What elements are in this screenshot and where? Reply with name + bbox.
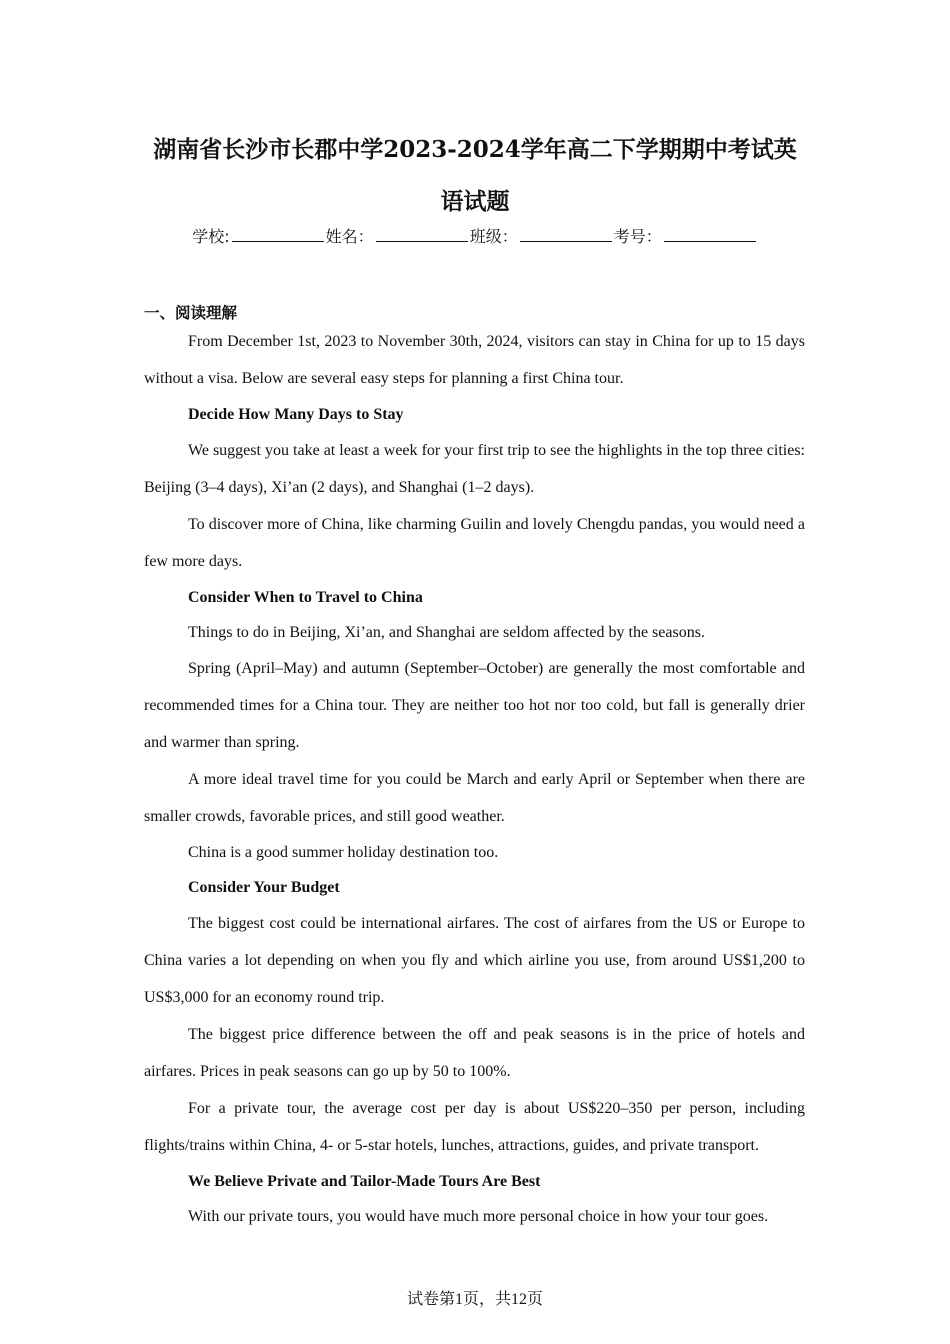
school-label: 学校:: [192, 227, 230, 246]
paragraph: From December 1st, 2023 to November 30th, 2024, visitors can stay in China for up to 15 days without a visa. Below are several easy steps for planning a first China tour.: [144, 333, 805, 387]
subheading: Decide How Many Days to Stay: [188, 406, 404, 423]
paragraph: The biggest price difference between the off and peak seasons is in the price of hotels and airfares. Prices in peak seasons can go up by 50 to 100%.: [144, 1026, 805, 1080]
section-title: 一、阅读理解: [144, 304, 238, 322]
school-blank: [232, 226, 324, 242]
subheading: We Believe Private and Tailor-Made Tours Are Best: [188, 1173, 541, 1190]
name-blank: [376, 226, 468, 242]
class-label: 班级：: [469, 227, 518, 246]
subheading: Consider Your Budget: [188, 879, 340, 896]
paragraph: China is a good summer holiday destination too.: [188, 844, 499, 861]
number-blank: [664, 226, 756, 242]
subheading: Consider When to Travel to China: [188, 589, 423, 606]
paragraph: With our private tours, you would have much more personal choice in how your tour goes.: [188, 1208, 769, 1225]
student-info-line: [0, 226, 950, 248]
paragraph: To discover more of China, like charming Guilin and lovely Chengdu pandas, you would need a few more days.: [144, 516, 805, 570]
class-blank: [520, 226, 612, 242]
paragraph: We suggest you take at least a week for your first trip to see the highlights in the top three cities: Beijing (3–4 days), Xi’an (2 days), and Shanghai (1–2 days).: [144, 442, 805, 496]
exam-title-line2: 语试题: [440, 188, 510, 215]
exam-title-line1: 湖南省长沙市长郡中学2023-2024学年高二下学期期中考试英: [153, 136, 797, 163]
number-label: 考号：: [613, 227, 662, 246]
name-label: 姓名：: [325, 227, 374, 246]
paragraph: The biggest cost could be international airfares. The cost of airfares from the US or Europe to China varies a lot depending on when you fly and which airline you use, from around US$1,200 to US$3,000 for an economy round trip.: [144, 915, 805, 1006]
paragraph: For a private tour, the average cost per day is about US$220–350 per person, including flights/trains within China, 4- or 5-star hotels, lunches, attractions, guides, and private transport.: [144, 1100, 805, 1154]
paragraph: Things to do in Beijing, Xi’an, and Shanghai are seldom affected by the seasons.: [188, 624, 705, 641]
page-footer: 试卷第1页，共12页: [406, 1291, 543, 1308]
reading-passage: [144, 323, 805, 1234]
paragraph: Spring (April–May) and autumn (September–October) are generally the most comfortable and recommended times for a China tour. They are neither too hot nor too cold, but fall is generally drier and warmer than spring.: [144, 660, 805, 751]
paragraph: A more ideal travel time for you could be March and early April or September when there are smaller crowds, favorable prices, and still good weather.: [144, 771, 805, 825]
